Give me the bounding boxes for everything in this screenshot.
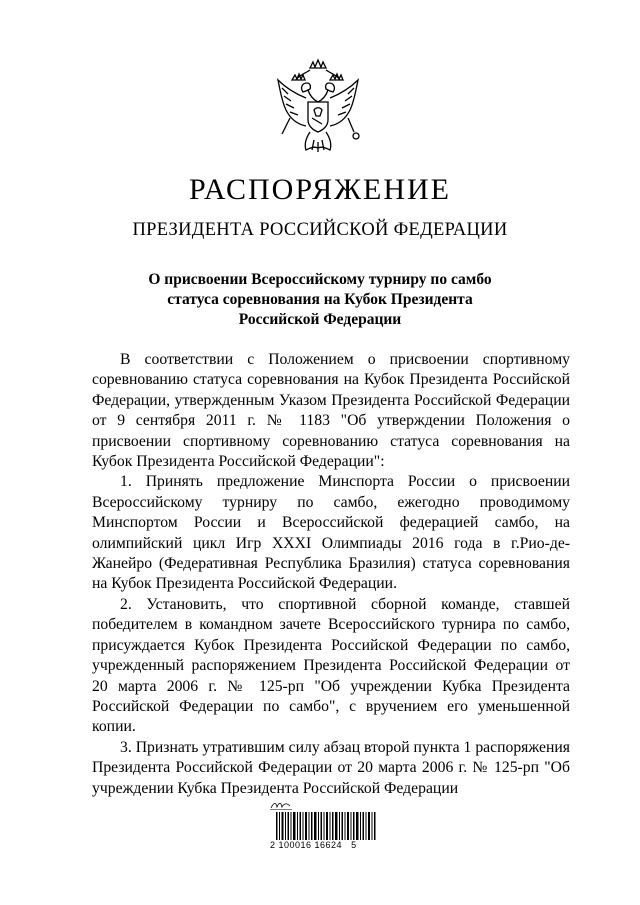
barcode-icon: [276, 812, 376, 840]
item-3-paragraph: 3. Признать утратившим силу абзац второй пункта 1 распоряжения Президента Российской Федерации от 20 марта 2006 г. № 125-рп "Об учреждении Кубка Президента Российской Федерации: [92, 738, 570, 797]
subject-line: О присвоении Всероссийскому турниру по самбо: [148, 271, 492, 288]
item-2-paragraph: 2. Установить, что спортивной сборной команде, ставшей победителем в командном зачете Всероссийского турнира по самбо, присуждается Кубок Президента Российской Федерации по самбо, учрежденный распоряжением Президента Российской Федерации от 20 марта 2006 г. № 125-рп "Об учреждении Кубка Президента Российской Федерации по самбо", с вручением его уменьшенной копии.: [92, 595, 570, 736]
coat-of-arms-emblem: [270, 58, 366, 158]
document-subject: [100, 270, 540, 330]
barcode-number: 2 100016 16624 5: [270, 840, 357, 850]
document-body: [92, 350, 570, 799]
document-barcode: [270, 800, 390, 860]
document-title: РАСПОРЯЖЕНИЕ: [188, 173, 452, 206]
document-subtitle: ПРЕЗИДЕНТА РОССИЙСКОЙ ФЕДЕРАЦИИ: [132, 220, 508, 240]
registration-mark-icon: [270, 800, 292, 810]
subject-line: статуса соревнования на Кубок Президента: [167, 291, 473, 308]
subject-line: Российской Федерации: [238, 311, 402, 328]
intro-paragraph: В соответствии с Положением о присвоении спортивному соревнованию статуса соревнования на Кубок Президента Российской Федерации, утвержденным Указом Президента Российской Федерации от 9 сентября 2011 г. № 1183 "Об утверждении Положения о присвоении спортивному соревнованию статуса соревнования на Кубок Президента Российской Федерации":: [92, 351, 570, 471]
item-1-paragraph: 1. Принять предложение Минспорта России о присвоении Всероссийскому турниру по самбо, ежегодно проводимому Минспортом России и Всероссийской федерацией самбо, на олимпийский цикл Игр XXXI Олимпиады 2016 года в г.Рио-де-Жанейро (Федеративная Республика Бразилия) статуса соревнования на Кубок Президента Российской Федерации.: [92, 473, 570, 593]
